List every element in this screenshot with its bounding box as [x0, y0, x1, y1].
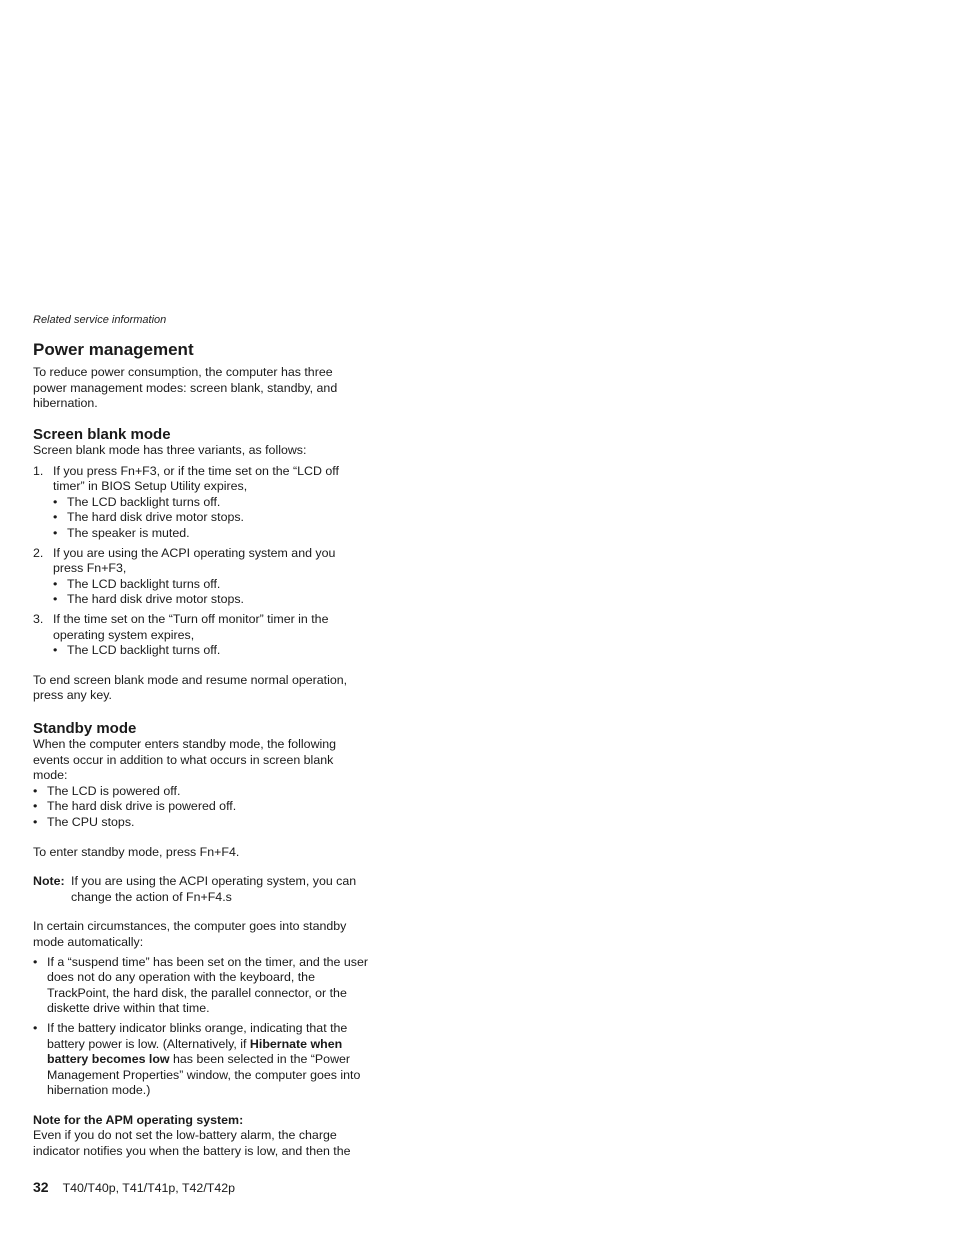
sub-bullet: • The LCD backlight turns off.: [53, 494, 221, 509]
sub-bullet: • The hard disk drive motor stops.: [53, 510, 244, 525]
bullet-text-pre: If the battery indicator blinks orange, indicating that the battery power is low. (Alternatively, if: [47, 1020, 348, 1051]
screen-blank-section: [33, 426, 368, 704]
standby-bullet: • The LCD is powered off.: [33, 783, 181, 798]
sub-bullet: • The speaker is muted.: [53, 525, 190, 540]
sub-bullet: • The LCD backlight turns off.: [53, 643, 221, 658]
standby-bullet: • The CPU stops.: [33, 814, 135, 829]
auto-standby-bullet: • If the battery indicator blinks orange, indicating that the battery power is low. (Alternatively, if Hibernate when battery becomes low has been selected in the “Power Management Properties” window, the computer goes into hibernation mode.): [33, 1020, 361, 1098]
bullet-text: The LCD is powered off.: [47, 783, 181, 798]
bullet-text: If a “suspend time” has been set on the timer, and the user does not do any operation with the keyboard, the TrackPoint, the hard disk, the parallel connector, or the diskette drive within that time.: [47, 954, 368, 1016]
standby-heading: Standby mode: [33, 720, 137, 737]
sub-bullet-text: The speaker is muted.: [67, 525, 190, 540]
screen-blank-heading: Screen blank mode: [33, 426, 171, 443]
running-head: Related service information: [33, 314, 167, 326]
bullet-text-bold: Hibernate when battery becomes low: [47, 1036, 343, 1067]
standby-lead: When the computer enters standby mode, the following events occur in addition to what occurs in screen blank mode:: [33, 737, 337, 783]
variant-item: [33, 546, 368, 577]
item-text: If you are using the ACPI operating system and you press Fn+F3,: [53, 545, 336, 576]
item-number: 2.: [33, 545, 44, 560]
footer-model: T40/T40p, T41/T41p, T42/T42p: [62, 1181, 236, 1195]
page-footer: [33, 1179, 235, 1195]
note-block: [33, 874, 368, 905]
variant-item: [33, 464, 368, 495]
intro-paragraph: To reduce power consumption, the computer has three power management modes: screen blank, standby, and hibernation.: [33, 365, 338, 411]
variant-item: [33, 612, 368, 643]
sub-bullet-text: The LCD backlight turns off.: [67, 494, 221, 509]
sub-bullet: • The hard disk drive motor stops.: [53, 592, 244, 607]
variant-list: [33, 464, 368, 659]
page-number: 32: [33, 1179, 49, 1195]
sub-bullet-text: The hard disk drive motor stops.: [67, 510, 244, 525]
screen-blank-end: To end screen blank mode and resume normal operation, press any key.: [33, 672, 348, 703]
auto-standby-bullet: • If a “suspend time” has been set on the timer, and the user does not do any operation with the keyboard, the TrackPoint, the hard disk, the parallel connector, or the diskette drive within that time.: [33, 954, 368, 1016]
item-text: If you press Fn+F3, or if the time set on the “LCD off timer” in BIOS Setup Utility expires,: [53, 463, 339, 494]
standby-bullet: • The hard disk drive is powered off.: [33, 799, 237, 814]
bullet-text: The CPU stops.: [47, 814, 135, 829]
standby-enter: To enter standby mode, press Fn+F4.: [33, 844, 240, 859]
item-number: 3.: [33, 611, 44, 626]
sub-bullet-text: The hard disk drive motor stops.: [67, 592, 244, 607]
sub-bullet-text: The LCD backlight turns off.: [67, 643, 221, 658]
bullet-text: The hard disk drive is powered off.: [47, 799, 237, 814]
item-text: If the time set on the “Turn off monitor” timer in the operating system expires,: [53, 611, 329, 642]
bullet-text-post: has been selected in the “Power Management Properties” window, the computer goes into hibernation mode.): [47, 1052, 361, 1098]
sub-bullet: • The LCD backlight turns off.: [53, 576, 221, 591]
note-text: If you are using the ACPI operating system, you can change the action of Fn+F4.s: [71, 874, 357, 904]
page-title: Power management: [33, 340, 194, 359]
apm-note-text: Even if you do not set the low-battery alarm, the charge indicator notifies you when the battery is low, and then the: [33, 1128, 351, 1159]
intro-section: [33, 365, 368, 412]
note-label: Note:: [33, 874, 65, 889]
auto-standby-lead: In certain circumstances, the computer goes into standby mode automatically:: [33, 919, 347, 949]
apm-note-heading: Note for the APM operating system:: [33, 1112, 244, 1127]
sub-bullet-text: The LCD backlight turns off.: [67, 576, 221, 591]
standby-section: [33, 720, 368, 1160]
screen-blank-lead: Screen blank mode has three variants, as follows:: [33, 443, 307, 457]
item-number: 1.: [33, 463, 44, 478]
